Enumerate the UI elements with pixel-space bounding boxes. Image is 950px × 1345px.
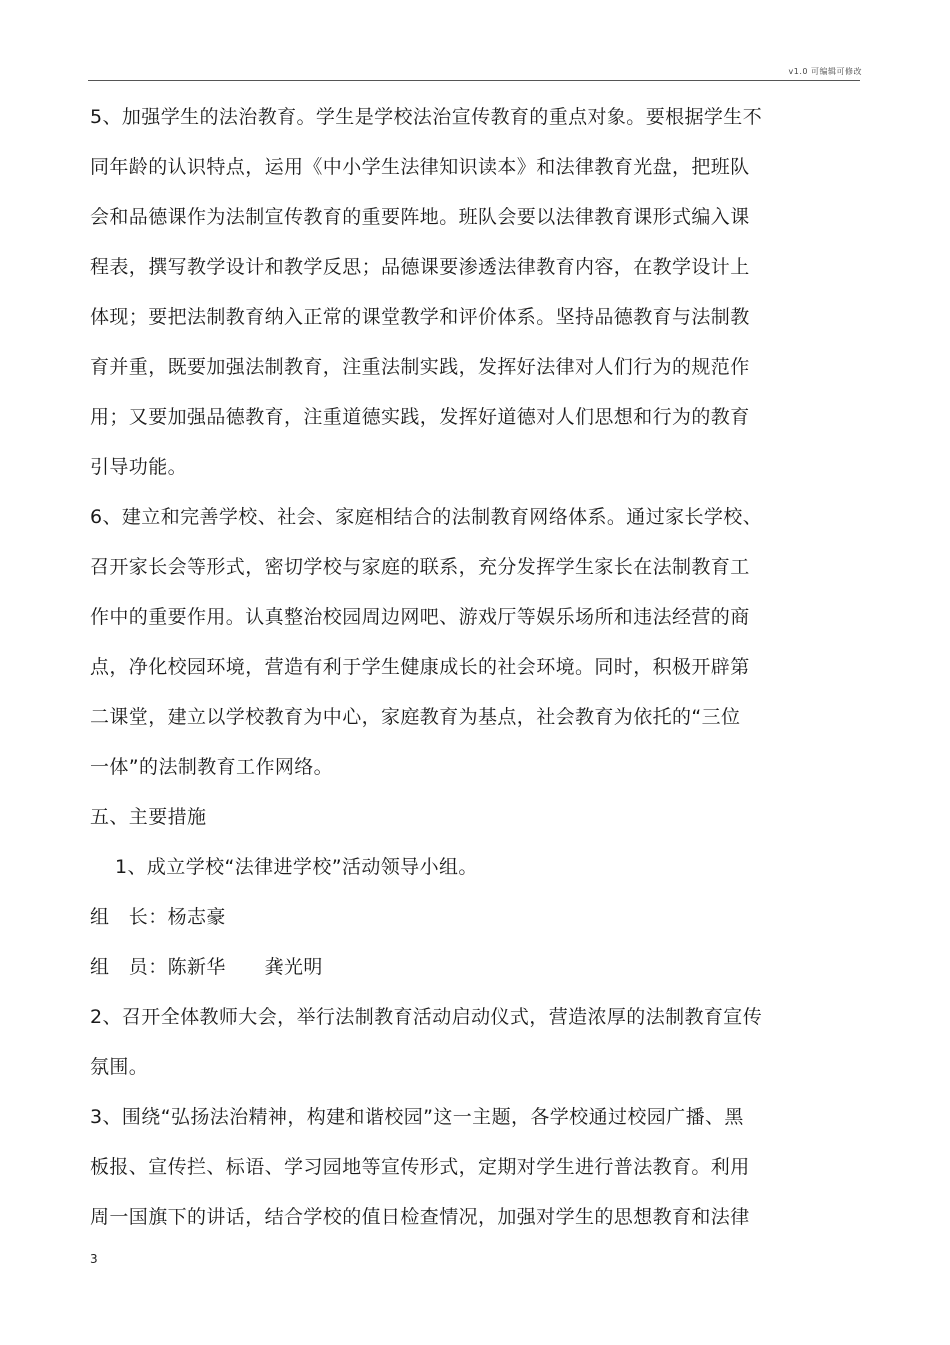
text-line: 会和品德课作为法制宣传教育的重要阵地。班队会要以法律教育课形式编入课 xyxy=(90,206,750,228)
text-line: 召开家长会等形式，密切学校与家庭的联系，充分发挥学生家长在法制教育工 xyxy=(90,556,750,578)
text-line: 氛围。 xyxy=(90,1056,149,1078)
text-line: 1、成立学校“法律进学校”活动领导小组。 xyxy=(115,856,478,878)
version-note: v1.0 可编辑可修改 xyxy=(788,67,862,76)
text-line: 板报、宣传拦、标语、学习园地等宣传形式，定期对学生进行普法教育。利用 xyxy=(90,1156,750,1178)
document-body xyxy=(90,92,812,1242)
text-line: 5、加强学生的法治教育。学生是学校法治宣传教育的重点对象。要根据学生不 xyxy=(90,106,763,128)
text-line: 体现；要把法制教育纳入正常的课堂教学和评价体系。坚持品德教育与法制教 xyxy=(90,306,750,328)
text-line: 点，净化校园环境，营造有利于学生健康成长的社会环境。同时，积极开辟第 xyxy=(90,656,750,678)
text-line: 程表，撰写教学设计和教学反思；品德课要渗透法律教育内容，在教学设计上 xyxy=(90,256,750,278)
text-line: 6、建立和完善学校、社会、家庭相结合的法制教育网络体系。通过家长学校、 xyxy=(90,506,763,528)
text-line: 同年龄的认识特点，运用《中小学生法律知识读本》和法律教育光盘，把班队 xyxy=(90,156,750,178)
section-heading: 五、主要措施 xyxy=(90,806,207,828)
text-line: 育并重，既要加强法制教育，注重法制实践，发挥好法律对人们行为的规范作 xyxy=(90,356,750,378)
text-line: 2、召开全体教师大会，举行法制教育活动启动仪式，营造浓厚的法制教育宣传 xyxy=(90,1006,763,1028)
text-line: 3、围绕“弘扬法治精神，构建和谐校园”这一主题，各学校通过校园广播、黑 xyxy=(90,1106,744,1128)
text-line: 用；又要加强品德教育，注重道德实践，发挥好道德对人们思想和行为的教育 xyxy=(90,406,750,428)
text-line: 一体”的法制教育工作网络。 xyxy=(90,756,334,778)
group-members-line: 组 员：陈新华 龚光明 xyxy=(90,956,323,978)
group-leader-line: 组 长：杨志豪 xyxy=(90,906,226,928)
header-divider xyxy=(88,80,860,81)
text-line: 作中的重要作用。认真整治校园周边网吧、游戏厅等娱乐场所和违法经营的商 xyxy=(90,606,750,628)
text-line: 周一国旗下的讲话，结合学校的值日检查情况，加强对学生的思想教育和法律 xyxy=(90,1206,750,1228)
text-line: 引导功能。 xyxy=(90,456,188,478)
page-number: 3 xyxy=(90,1252,98,1266)
text-line: 二课堂，建立以学校教育为中心，家庭教育为基点，社会教育为依托的“三位 xyxy=(90,706,741,728)
